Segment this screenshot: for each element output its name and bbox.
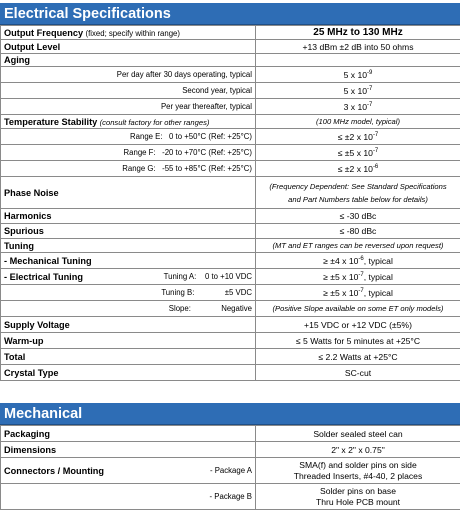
aging-second-year-exp: -7 — [367, 85, 373, 92]
row-total — [1, 349, 460, 365]
row-aging-day — [1, 67, 460, 83]
aging-second-year-label: Second year, typical — [1, 83, 256, 99]
range-f-temp: -20 to +70°C (Ref: +25°C) — [162, 148, 252, 157]
row-range-g — [1, 161, 460, 177]
package-a-line2: Threaded Inserts, #4-40, 2 places — [293, 470, 423, 481]
package-b-label: - Package B — [1, 484, 256, 510]
output-frequency-label: Output Frequency — [4, 27, 84, 38]
aging-day-base: 5 x 10 — [343, 69, 368, 80]
package-a-line1: SMA(f) and solder pins on side — [299, 459, 417, 470]
tuning-b-suffix: , typical — [363, 287, 393, 298]
mechanical-section-header: Mechanical — [0, 403, 460, 425]
slope-value: Negative — [221, 304, 252, 313]
output-level-value: +13 dBm ±2 dB into 50 ohms — [256, 40, 460, 54]
row-output-level — [1, 40, 460, 54]
package-b-line1: Solder pins on base — [320, 485, 396, 496]
supply-voltage-value: +15 VDC or +12 VDC (±5%) — [256, 317, 460, 333]
tuning-b-range: ±5 VDC — [224, 288, 252, 297]
row-output-frequency — [1, 26, 460, 40]
range-e-base: ≤ ±2 x 10 — [337, 131, 373, 142]
harmonics-value: ≤ -30 dBc — [256, 209, 460, 224]
mechanical-spec-table — [0, 425, 460, 510]
row-mechanical-tuning — [1, 253, 460, 269]
spurious-label: Spurious — [1, 224, 256, 239]
range-g-base: ≤ ±2 x 10 — [337, 163, 373, 174]
tuning-a-label: Tuning A: — [163, 272, 197, 281]
phase-noise-label: Phase Noise — [1, 177, 256, 209]
range-g-exp: -6 — [372, 163, 379, 170]
row-packaging — [1, 426, 460, 442]
row-package-b — [1, 484, 460, 510]
range-e-label: Range E: — [130, 132, 163, 141]
row-crystal-type — [1, 365, 460, 381]
temp-stability-value-note: (100 MHz model, typical) — [256, 115, 460, 129]
supply-voltage-label: Supply Voltage — [1, 317, 256, 333]
tuning-b-base: ≥ ±5 x 10 — [323, 287, 359, 298]
total-value: ≤ 2.2 Watts at +25°C — [256, 349, 460, 365]
row-range-e — [1, 129, 460, 145]
range-e-exp: -7 — [372, 131, 379, 138]
row-spurious — [1, 224, 460, 239]
tuning-b-exp: -7 — [358, 287, 364, 294]
row-dimensions — [1, 442, 460, 458]
range-f-label: Range F: — [123, 148, 156, 157]
mechanical-tuning-exp: -6 — [358, 255, 364, 262]
aging-day-label: Per day after 30 days operating, typical — [1, 67, 256, 83]
mechanical-tuning-label: - Mechanical Tuning — [1, 253, 256, 269]
tuning-note: (MT and ET ranges can be reversed upon request) — [256, 239, 460, 253]
spurious-value: ≤ -80 dBc — [256, 224, 460, 239]
crystal-type-value: SC-cut — [256, 365, 460, 381]
tuning-a-suffix: , typical — [363, 271, 393, 282]
range-f-exp: -7 — [372, 147, 379, 154]
aging-day-exp: -9 — [367, 69, 373, 76]
tuning-b-label: Tuning B: — [161, 288, 195, 297]
connectors-label: Connectors / Mounting — [4, 465, 105, 476]
row-supply-voltage — [1, 317, 460, 333]
range-f-base: ≤ ±5 x 10 — [337, 147, 373, 158]
electrical-spec-table — [0, 25, 460, 381]
row-tuning — [1, 239, 460, 253]
dimensions-value: 2" x 2" x 0.75" — [256, 442, 460, 458]
output-frequency-value: 25 MHz to 130 MHz — [313, 27, 403, 38]
row-harmonics — [1, 209, 460, 224]
mechanical-tuning-base: ≥ ±4 x 10 — [323, 255, 359, 266]
aging-thereafter-label: Per year thereafter, typical — [1, 99, 256, 115]
total-label: Total — [1, 349, 256, 365]
range-g-label: Range G: — [122, 164, 156, 173]
package-b-line2: Thru Hole PCB mount — [315, 496, 401, 507]
electrical-tuning-label: - Electrical Tuning — [4, 271, 83, 282]
temp-stability-label: Temperature Stability — [4, 116, 98, 127]
tuning-a-exp: -7 — [358, 271, 364, 278]
crystal-type-label: Crystal Type — [1, 365, 256, 381]
aging-thereafter-exp: -7 — [367, 101, 373, 108]
row-package-a — [1, 458, 460, 484]
row-range-f — [1, 145, 460, 161]
aging-label: Aging — [1, 54, 256, 67]
dimensions-label: Dimensions — [1, 442, 256, 458]
row-aging-second-year — [1, 83, 460, 99]
tuning-label: Tuning — [1, 239, 256, 253]
slope-label: Slope: — [168, 304, 191, 313]
harmonics-label: Harmonics — [1, 209, 256, 224]
warm-up-label: Warm-up — [1, 333, 256, 349]
row-tuning-b — [1, 285, 460, 301]
electrical-section-header: Electrical Specifications — [0, 3, 460, 25]
phase-noise-line1: (Frequency Dependent: See Standard Specifications — [269, 181, 447, 191]
warm-up-value: ≤ 5 Watts for 5 minutes at +25°C — [256, 333, 460, 349]
tuning-a-base: ≥ ±5 x 10 — [323, 271, 359, 282]
aging-thereafter-base: 3 x 10 — [343, 101, 368, 112]
row-temperature-stability — [1, 115, 460, 129]
tuning-a-range: 0 to +10 VDC — [204, 272, 252, 281]
row-aging — [1, 54, 460, 67]
row-warm-up — [1, 333, 460, 349]
slope-note: (Positive Slope available on some ET only models) — [256, 301, 460, 317]
temp-stability-note: (consult factory for other ranges) — [99, 117, 210, 127]
row-slope — [1, 301, 460, 317]
packaging-value: Solder sealed steel can — [256, 426, 460, 442]
row-phase-noise — [1, 177, 460, 209]
output-level-label: Output Level — [1, 40, 256, 54]
packaging-label: Packaging — [1, 426, 256, 442]
aging-second-year-base: 5 x 10 — [343, 85, 368, 96]
output-frequency-note: (fixed; specify within range) — [85, 28, 180, 38]
phase-noise-line2: and Part Numbers table below for details) — [288, 194, 428, 204]
range-g-temp: -55 to +85°C (Ref: +25°C) — [162, 164, 252, 173]
row-aging-thereafter — [1, 99, 460, 115]
row-tuning-a — [1, 269, 460, 285]
mechanical-tuning-suffix: , typical — [363, 255, 393, 266]
package-a-label: - Package A — [209, 466, 252, 475]
range-e-temp: 0 to +50°C (Ref: +25°C) — [169, 132, 252, 141]
